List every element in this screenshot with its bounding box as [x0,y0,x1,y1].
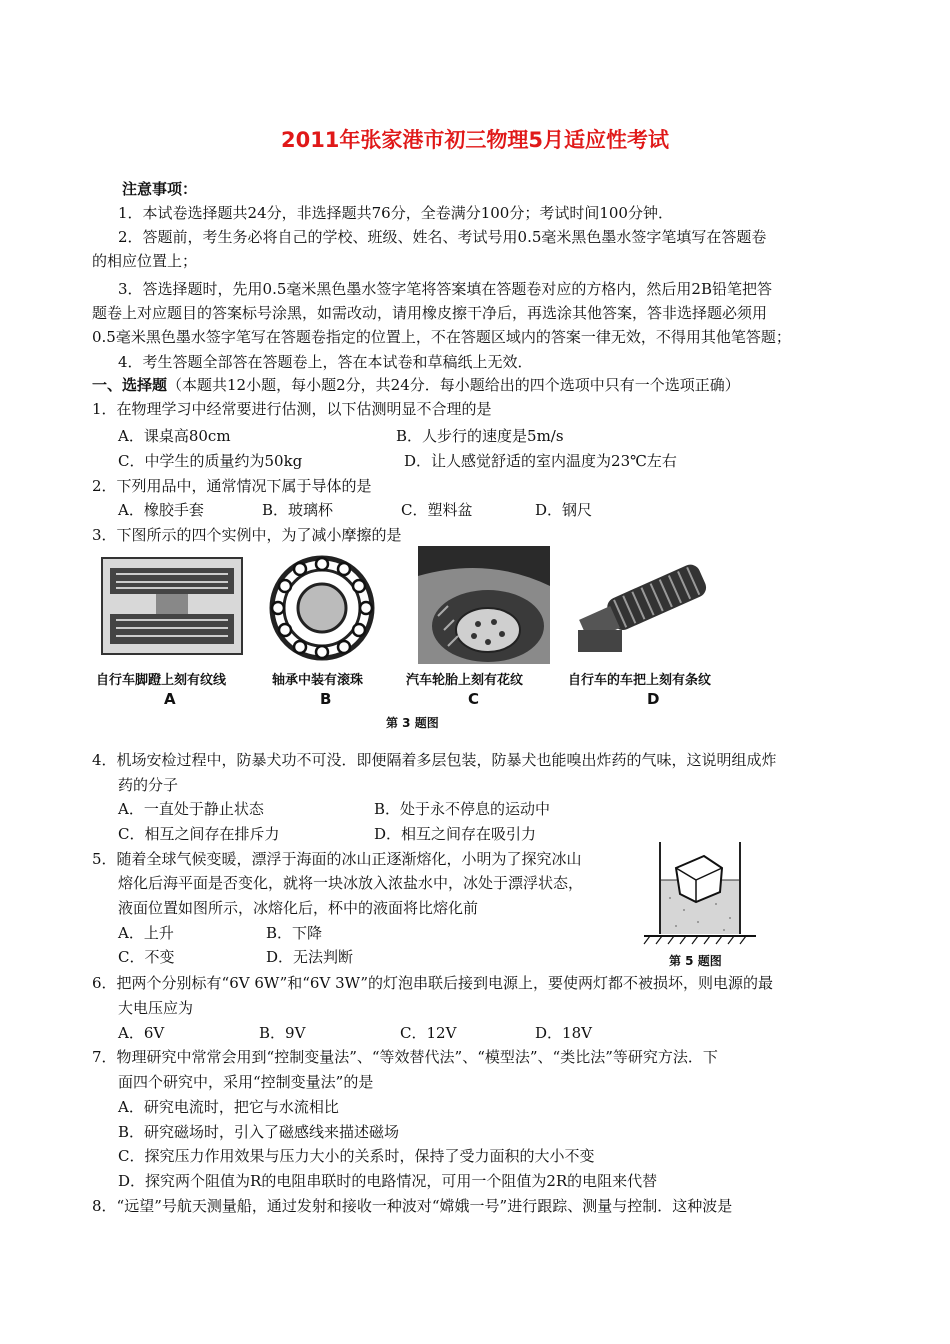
section-label: 一、选择题 [92,376,168,394]
notice-item-3: 3．答选择题时，先用0.5毫米黑色墨水签字笔将答案填在答题卷对应的方格内，然后用2B铅笔把答 [118,280,772,298]
q4-stem-line1: 4．机场安检过程中，防暴犬功不可没．即便隔着多层包装，防暴犬也能嗅出炸药的气味，这说明组成炸 [92,751,777,769]
exam-title: 2011年张家港市初三物理5月适应性考试 [280,128,670,152]
q4-option-c: C．相互之间存在排斥力 [118,825,280,843]
q5-stem-line1: 5．随着全球气候变暖，漂浮于海面的冰山正逐渐熔化，小明为了探究冰山 [92,850,582,868]
q7-stem-line2: 面四个研究中，采用“控制变量法”的是 [118,1073,374,1091]
q5-option-a: A．上升 [118,924,174,942]
q1-stem: 1．在物理学习中经常要进行估测，以下估测明显不合理的是 [92,400,492,418]
tire-figure [418,546,550,664]
notice-item-1: 1．本试卷选择题共24分，非选择题共76分，全卷满分100分；考试时间100分钟． [118,204,673,222]
q7-option-a: A．研究电流时，把它与水流相比 [118,1098,339,1116]
q7-option-d: D．探究两个阻值为R的电阻串联时的电路情况，可用一个阻值为2R的电阻来代替 [118,1172,658,1190]
q5-stem-line2: 熔化后海平面是否变化，就将一块冰放入浓盐水中，冰处于漂浮状态， [118,874,584,892]
q6-option-a: A．6V [118,1024,165,1042]
notice-item-4: 4．考生答题全部答在答题卷上，答在本试卷和草稿纸上无效． [118,353,533,371]
q3-letter-c: C [468,690,480,708]
bearing-figure [262,552,384,664]
q3-letter-d: D [647,690,660,708]
q3-figure-caption: 第 3 题图 [386,716,439,730]
q4-option-b: B．处于永不停息的运动中 [374,800,551,818]
q3-caption-a: 自行车脚蹬上刻有纹线 [96,673,227,688]
q6-option-b: B．9V [259,1024,306,1042]
q7-stem-line1: 7．物理研究中常常会用到“控制变量法”、“等效替代法”、“模型法”、“类比法”等研究方法．下 [92,1048,718,1066]
q5-option-c: C．不变 [118,948,175,966]
q4-option-a: A．一直处于静止状态 [118,800,264,818]
q6-stem-line2: 大电压应为 [118,999,194,1017]
beaker-figure [640,838,760,948]
q2-option-b: B．玻璃杯 [262,501,334,519]
q2-option-a: A．橡胶手套 [118,501,204,519]
q5-option-d: D．无法判断 [266,948,354,966]
q4-stem-line2: 药的分子 [118,776,179,794]
q3-letter-a: A [164,690,176,708]
q2-option-c: C．塑料盆 [401,501,473,519]
q4-option-d: D．相互之间存在吸引力 [374,825,537,843]
q3-caption-d: 自行车的车把上刻有条纹 [568,673,712,688]
handlebar-figure [570,556,720,660]
q3-caption-b: 轴承中装有滚珠 [272,673,364,688]
section-desc: （本题共12小题，每小题2分，共24分．每小题给出的四个选项中只有一个选项正确） [167,376,740,394]
q5-stem-line3: 液面位置如图所示，冰熔化后，杯中的液面将比熔化前 [118,899,479,917]
q6-option-d: D．18V [535,1024,592,1042]
notice-item-3-cont1: 题卷上对应题目的答案标号涂黑，如需改动，请用橡皮擦干净后，再选涂其他答案，答非选择题必须用 [92,304,768,322]
q8-stem: 8．“远望”号航天测量船，通过发射和接收一种波对“嫦娥一号”进行跟踪、测量与控制．这种波是 [92,1197,733,1215]
q2-option-d: D．钢尺 [535,501,593,519]
q6-stem-line1: 6．把两个分别标有“6V 6W”和“6V 3W”的灯泡串联后接到电源上，要使两灯都不被损坏，则电源的最 [92,974,773,992]
notice-item-3-cont2: 0.5毫米黑色墨水签字笔写在答题卷指定的位置上，不在答题区域内的答案一律无效，不得用其他笔答题； [92,328,791,346]
notice-item-2-cont: 的相应位置上； [92,252,198,270]
q3-stem: 3．下图所示的四个实例中，为了减小摩擦的是 [92,526,402,544]
notice-heading: 注意事项： [122,180,198,198]
q6-option-c: C．12V [400,1024,457,1042]
q1-option-d: D．让人感觉舒适的室内温度为23℃左右 [404,452,677,470]
notice-item-2: 2．答题前，考生务必将自己的学校、班级、姓名、考试号用0.5毫米黑色墨水签字笔填写在答题卷 [118,228,767,246]
q3-caption-c: 汽车轮胎上刻有花纹 [406,673,524,688]
q1-option-c: C．中学生的质量约为50kg [118,452,303,470]
q7-option-b: B．研究磁场时，引入了磁感线来描述磁场 [118,1123,400,1141]
section-heading [92,374,740,396]
q5-figure-caption: 第 5 题图 [669,954,722,968]
q7-option-c: C．探究压力作用效果与压力大小的关系时，保持了受力面积的大小不变 [118,1147,595,1165]
pedal-figure [96,550,248,662]
q5-option-b: B．下降 [266,924,323,942]
q2-stem: 2．下列用品中，通常情况下属于导体的是 [92,477,372,495]
q1-option-a: A．课桌高80cm [118,427,231,445]
q1-option-b: B．人步行的速度是5m/s [396,427,564,445]
q3-letter-b: B [320,690,332,708]
